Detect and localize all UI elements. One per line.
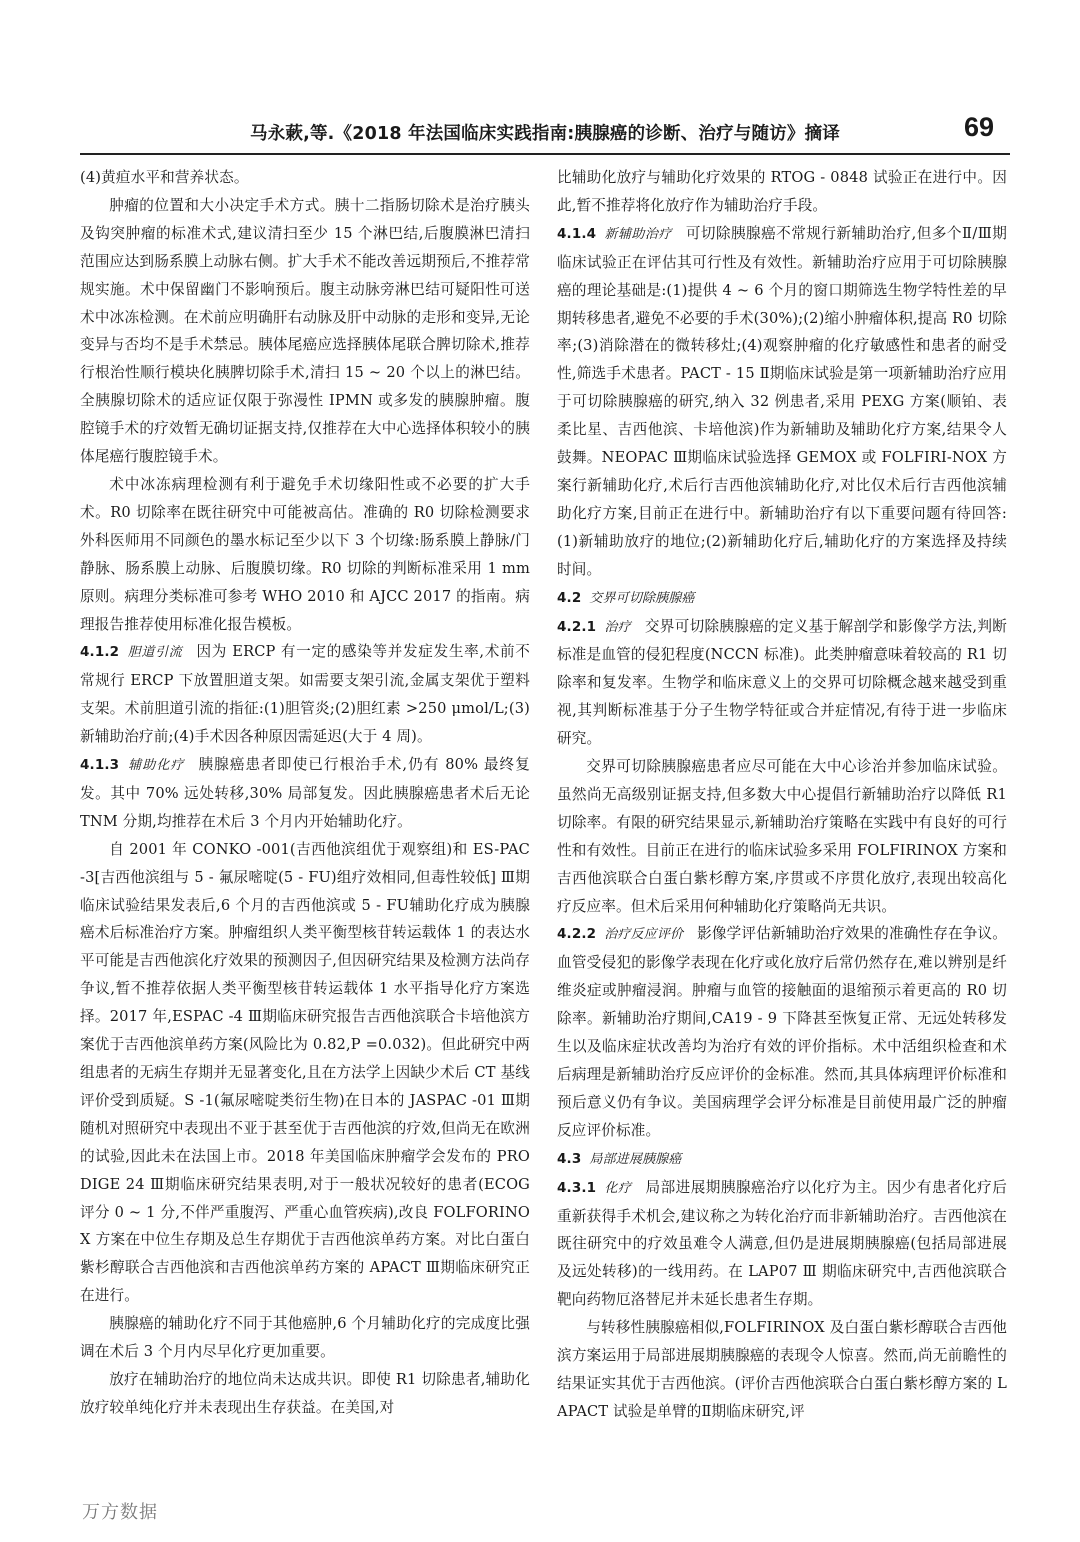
paragraph: 肿瘤的位置和大小决定手术方式。胰十二指肠切除术是治疗胰头及钩突肿瘤的标准术式,建议清扫至少 15 个淋巴结,后腹膜淋巴清扫范围应达到肠系膜上动脉右侧。扩大手术不能改善远期预后,不推荐常规实施。术中保留幽门不影响预后。腹主动脉旁淋巴结可疑阳性可送术中冰冻检测。在术前应明确肝右动脉及肝中动脉的走形和变异,无论变异与否均不是手术禁忌。胰体尾癌应选择胰体尾联合脾切除术,推荐行根治性顺行模块化胰脾切除手术,清扫 15 ~ 20 个以上的淋巴结。全胰腺切除术的适应证仅限于弥漫性 IPMN 或多发的胰腺肿瘤。腹腔镜手术的疗效暂无确切证据支持,仅推荐在大中心选择体积较小的胰体尾癌行腹腔镜手术。 (80, 196, 530, 466)
section-title: 辅助化疗 (127, 758, 185, 774)
section-4-1-2 (80, 638, 530, 751)
running-header (0, 112, 1080, 152)
section-title: 治疗 (604, 619, 631, 635)
section-text: 可切除胰腺癌不常规行新辅助治疗,但多个Ⅱ/Ⅲ期临床试验正在评估其可行性及有效性。新辅助治疗应用于可切除胰腺癌的理论基础是:(1)提供 4 ~ 6 个月的窗口期筛选生物学特性差的早期转移患者,避免不必要的手术(30%);(2)缩小肿瘤体积,提高 R0 切除率;(3)消除潜在的微转移灶;(4)观察肿瘤的化疗敏感性和患者的耐受性,筛选手术患者。PACT - 15 Ⅱ期临床试验是第一项新辅助治疗应用于可切除胰腺癌的研究,纳入 32 例患者,采用 PEXG 方案(顺铂、表柔比星、吉西他滨、卡培他滨)作为新辅助及辅助化疗方案,结果令人鼓舞。NEOPAC Ⅲ期临床试验选择 GEMOX 或 FOLFIRI-NOX 方案行新辅助化疗,术后行吉西他滨辅助化疗,对比仅术后行吉西他滨辅助化疗方案,目前正在进行中。新辅助治疗有以下重要问题有待回答:(1)新辅助放疗的地位;(2)新辅助化疗后,辅助化疗的方案选择及持续时间。 (557, 224, 1007, 578)
header-rule (80, 153, 1010, 155)
paragraph: 比辅助化放疗与辅助化疗效果的 RTOG - 0848 试验正在进行中。因此,暂不推荐将化放疗作为辅助治疗手段。 (557, 169, 1007, 214)
section-number: 4.1.3 (80, 757, 120, 774)
section-text: 交界可切除胰腺癌的定义基于解剖学和影像学方法,判断标准是血管的侵犯程度(NCCN 标准)。此类肿瘤意味着较高的 R1 切除率和复发率。生物学和临床意义上的交界可切除概念越来越受到重视,其判断标准基于分子生物学特征或合并症情况,有待于进一步临床研究。 (557, 617, 1007, 748)
paragraph: 与转移性胰腺癌相似,FOLFIRINOX 及白蛋白紫杉醇联合吉西他滨方案运用于局部进展期胰腺癌的表现令人惊喜。然而,尚无前瞻性的结果证实其优于吉西他滨。(评价吉西他滨联合白蛋白紫杉醇方案的 LAPACT 试验是单臂的Ⅱ期临床研究,评 (557, 1319, 1007, 1420)
watermark: 万方数据 (82, 1502, 158, 1523)
left-column (80, 164, 530, 1422)
section-title: 局部进展胰腺癌 (589, 1151, 682, 1167)
paragraph: 交界可切除胰腺癌患者应尽可能在大中心诊治并参加临床试验。虽然尚无高级别证据支持,但多数大中心提倡行新辅助治疗以降低 R1 切除率。有限的研究结果显示,新辅助治疗策略在实践中有良好的可行性和有效性。目前正在进行的临床试验多采用 FOLFIRINOX 方案和吉西他滨联合白蛋白紫杉醇方案,序贯或不序贯化放疗,表现出较高化疗反应率。但术后采用何种辅助化疗策略尚无共识。 (557, 758, 1007, 915)
paragraph: (4)黄疸水平和营养状态。 (80, 169, 249, 186)
section-title: 新辅助治疗 (604, 226, 672, 242)
section-title: 化疗 (604, 1180, 632, 1196)
section-number: 4.1.4 (557, 225, 597, 242)
section-number: 4.1.2 (80, 644, 120, 661)
section-title: 治疗反应评价 (604, 927, 684, 943)
paragraph: 放疗在辅助治疗的地位尚未达成共识。即使 R1 切除患者,辅助化放疗较单纯化疗并未表现出生存获益。在美国,对 (80, 1370, 530, 1416)
section-4-2-2 (557, 920, 1007, 1144)
page-number: 69 (964, 112, 995, 142)
section-number: 4.3 (557, 1150, 582, 1167)
section-title: 交界可切除胰腺癌 (589, 590, 695, 606)
section-text: 因为 ERCP 有一定的感染等并发症发生率,术前不常规行 ERCP 下放置胆道支架。如需要支架引流,金属支架优于塑料支架。术前胆道引流的指征:(1)胆管炎;(2)胆红素 >250 μmol/L;(3)新辅助治疗前;(4)手术因各种原因需延迟(大于 4 周)。 (80, 643, 530, 746)
section-text: 局部进展期胰腺癌治疗以化疗为主。因少有患者化疗后重新获得手术机会,建议称之为转化治疗而非新辅助治疗。吉西他滨在既往研究中的疗效虽难令人满意,但仍是进展期胰腺癌(包括局部进展及远处转移)的一线用药。在 LAP07 Ⅲ 期临床研究中,吉西他滨联合靶向药物厄洛替尼并未延长患者生存期。 (557, 1178, 1007, 1309)
paragraph: 胰腺癌的辅助化疗不同于其他癌肿,6 个月辅助化疗的完成度比强调在术后 3 个月内尽早化疗更加重要。 (80, 1315, 530, 1361)
running-title: 马永蔌,等.《2018 年法国临床实践指南:胰腺癌的诊断、治疗与随访》摘译 (250, 124, 840, 144)
paragraph: 自 2001 年 CONKO -001(吉西他滨组优于观察组)和 ES-PAC -3[吉西他滨组与 5 - 氟尿嘧啶(5 - FU)组疗效相同,但毒性较低] Ⅲ期临床试验结果发表后,6 个月的吉西他滨或 5 - FU辅助化疗成为胰腺癌术后标准治疗方案。肿瘤组织人类平衡型核苷转运载体 1 的表达水平可能是吉西他滨化疗效果的预测因子,但因研究结果及检测方法尚存争议,暂不推荐依据人类平衡型核苷转运载体 1 水平指导化疗方案选择。2017 年,ESPAC -4 Ⅲ期临床研究报告吉西他滨联合卡培他滨方案优于吉西他滨单药方案(风险比为 0.82,P =0.032)。但此研究中两组患者的无病生存期并无显著变化,且在方法学上因缺少术后 CT 基线评价受到质疑。S -1(氟尿嘧啶类衍生物)在日本的 JASPAC -01 Ⅲ期随机对照研究中表现出不亚于甚至优于吉西他滨的疗效,但尚无在欧洲的试验,因此未在法国上市。2018 年美国临床肿瘤学会发布的 PRODIGE 24 Ⅲ期临床研究结果表明,对于一般状况较好的患者(ECOG 评分 0 ~ 1 分,不伴严重腹泻、严重心血管疾病),改良 FOLFORINOX 方案在中位生存期及总生存期优于吉西他滨单药方案。对比白蛋白紫杉醇联合吉西他滨和吉西他滨单药方案的 APACT Ⅲ期临床研究正在进行。 (80, 840, 530, 1305)
section-4-3-1 (557, 1174, 1007, 1315)
section-text: 胰腺癌患者即使已行根治手术,仍有 80% 最终复发。其中 70% 远处转移,30% 局部复发。因此胰腺癌患者术后无论 TNM 分期,均推荐在术后 3 个月内开始辅助化疗。 (80, 756, 530, 830)
section-number: 4.2 (557, 589, 582, 606)
section-number: 4.2.1 (557, 618, 597, 635)
section-text: 影像学评估新辅助治疗效果的准确性存在争议。血管受侵犯的影像学表现在化疗或化放疗后常仍然存在,难以辨别是纤维炎症或肿瘤浸润。肿瘤与血管的接触面的退缩预示着更高的 R0 切除率。新辅助治疗期间,CA19 - 9 下降甚至恢复正常、无远处转移发生以及临床症状改善均为治疗有效的评价指标。术中活组织检查和术后病理是新辅助治疗反应评价的金标准。然而,其具体病理评价标准和预后意义仍有争议。美国病理学会评分标准是目前使用最广泛的肿瘤反应评价标准。 (557, 925, 1008, 1139)
section-heading-4-2 (557, 584, 1007, 613)
section-heading-4-3 (557, 1145, 1007, 1174)
section-number: 4.2.2 (557, 926, 597, 943)
section-title: 胆道引流 (127, 645, 183, 661)
section-4-1-4 (557, 220, 1007, 584)
section-4-1-3 (80, 751, 530, 836)
paragraph: 术中冰冻病理检测有利于避免手术切缘阳性或不必要的扩大手术。R0 切除率在既往研究中可能被高估。准确的 R0 切除检测要求外科医师用不同颜色的墨水标记至少以下 3 个切缘:肠系膜上静脉/门静脉、肠系膜上动脉、后腹膜切缘。R0 切除的判断标准采用 1 mm 原则。病理分类标准可参考 WHO 2010 和 AJCC 2017 的指南。病理报告推荐使用标准化报告模板。 (80, 475, 530, 633)
right-column (557, 164, 1007, 1426)
section-number: 4.3.1 (557, 1179, 597, 1196)
section-4-2-1 (557, 613, 1007, 754)
